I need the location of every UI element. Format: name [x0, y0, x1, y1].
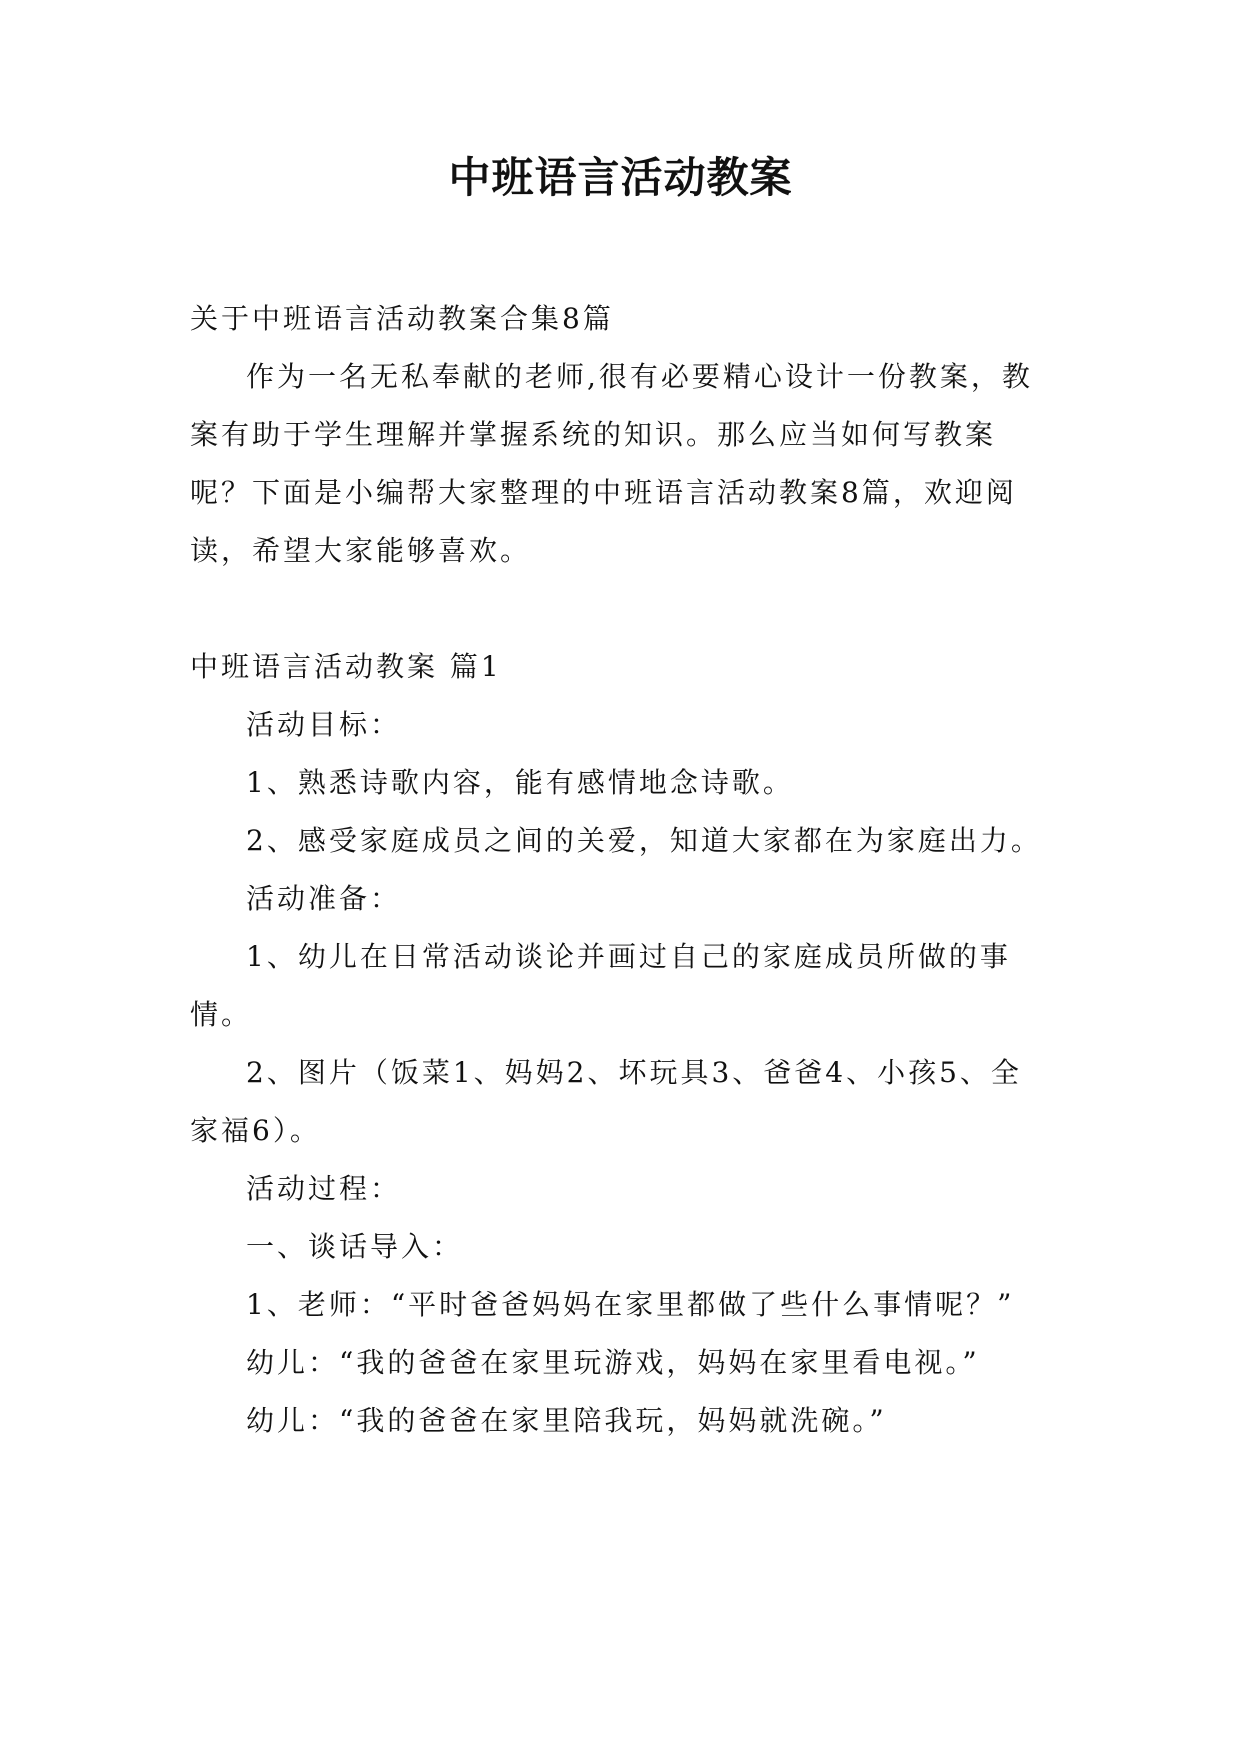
process-label: 活动过程： [246, 1172, 402, 1205]
prep-label: 活动准备： [246, 882, 402, 915]
goal-item: 2、感受家庭成员之间的关爱，知道大家都在为家庭出力。 [246, 824, 1042, 857]
prep-item: 1、幼儿在日常活动谈论并画过自己的家庭成员所做的事情。 [190, 940, 1011, 1031]
section-heading: 中班语言活动教案 篇1 [190, 650, 502, 683]
document-body [190, 290, 1051, 1450]
dialogue-line: 幼儿：“我的爸爸在家里陪我玩，妈妈就洗碗。” [246, 1404, 887, 1437]
intro-heading: 关于中班语言活动教案合集8篇 [190, 302, 614, 335]
document-title: 中班语言活动教案 [448, 153, 793, 202]
dialogue-line: 幼儿：“我的爸爸在家里玩游戏，妈妈在家里看电视。” [246, 1346, 980, 1379]
intro-paragraph: 作为一名无私奉献的老师,很有必要精心设计一份教案，教案有助于学生理解并掌握系统的知识。那么应当如何写教案呢？下面是小编帮大家整理的中班语言活动教案8篇，欢迎阅读，希望大家能够喜欢。 [190, 360, 1033, 567]
goals-label: 活动目标： [246, 708, 402, 741]
process-step: 一、谈话导入： [246, 1230, 464, 1263]
goal-item: 1、熟悉诗歌内容，能有感情地念诗歌。 [246, 766, 794, 799]
prep-item: 2、图片（饭菜1、妈妈2、坏玩具3、爸爸4、小孩5、全家福6）。 [190, 1056, 1022, 1147]
dialogue-line: 1、老师：“平时爸爸妈妈在家里都做了些什么事情呢？” [246, 1288, 1015, 1321]
